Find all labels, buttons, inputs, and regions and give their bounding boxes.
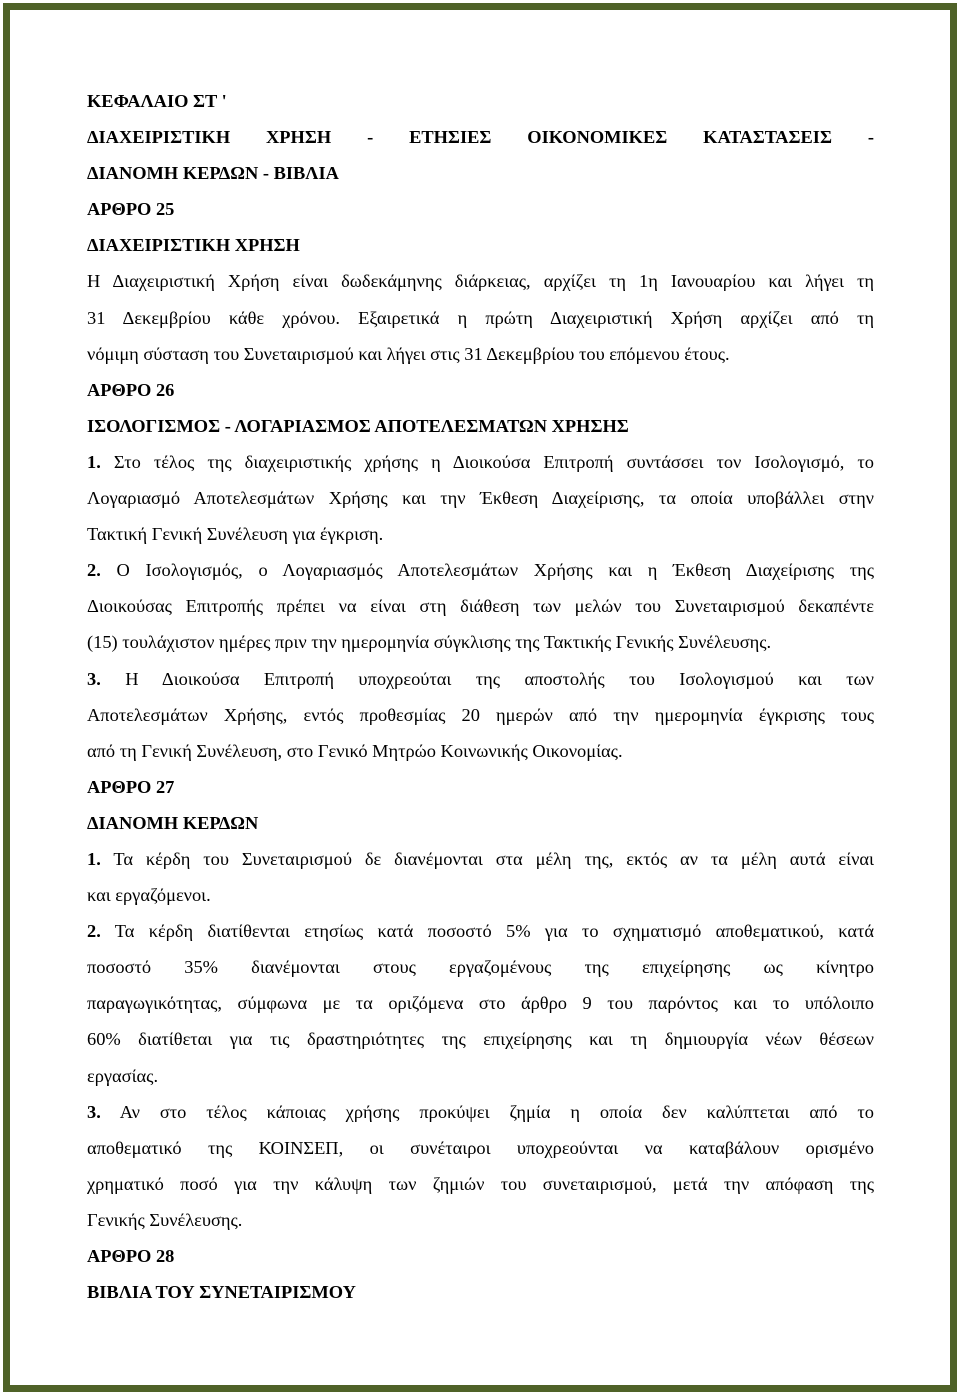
paragraph-number: 3. xyxy=(87,668,101,689)
paragraph-first-line xyxy=(87,913,874,949)
paragraph-first-line xyxy=(87,661,874,697)
paragraph-line: ποσοστό 35% διανέμονται στους εργαζομένους της επιχείρησης ως κίνητρο xyxy=(87,957,874,978)
paragraph-line: Αποτελεσμάτων Χρήσης, εντός προθεσμίας 20 ημερών από την ημερομηνία έγκρισης τους xyxy=(87,704,874,725)
paragraph-number: 2. xyxy=(87,560,101,581)
paragraph-number: 3. xyxy=(87,1101,101,1122)
paragraph-number: 1. xyxy=(87,848,101,869)
chapter-subtitle: ΔΙΑΧΕΙΡΙΣΤΙΚΗ ΧΡΗΣΗ - ΕΤΗΣΙΕΣ ΟΙΚΟΝΟΜΙΚΕΣ ΚΑΤΑΣΤΑΣΕΙΣ - xyxy=(87,127,874,148)
paragraph-text: Η Διοικούσα Επιτροπή υποχρεούται της αποστολής του Ισολογισμού και των xyxy=(125,668,874,689)
article-title: ΒΙΒΛΙΑ ΤΟΥ ΣΥΝΕΤΑΙΡΙΣΜΟΥ xyxy=(87,1282,356,1303)
paragraph-line: παραγωγικότητας, σύμφωνα με τα οριζόμενα στο άρθρο 9 του παρόντος και το υπόλοιπο xyxy=(87,993,874,1014)
article-number: ΑΡΘΡΟ 27 xyxy=(87,776,175,797)
paragraph-line: Λογαριασμό Αποτελεσμάτων Χρήσης και την Έκθεση Διαχείρισης, τα οποία υποβάλλει στην xyxy=(87,488,874,509)
article-number: ΑΡΘΡΟ 26 xyxy=(87,379,175,400)
paragraph-line: Τακτική Γενική Συνέλευση για έγκριση. xyxy=(87,524,384,545)
article-text-line: Η Διαχειριστική Χρήση είναι δωδεκάμηνης διάρκειας, αρχίζει τη 1η Ιανουαρίου και λήγει τη xyxy=(87,271,874,292)
paragraph-first-line xyxy=(87,444,874,480)
paragraph-text: Στο τέλος της διαχειριστικής χρήσης η Διοικούσα Επιτροπή συντάσσει τον Ισολογισμό, το xyxy=(113,451,874,472)
paragraph-line: και εργαζόμενοι. xyxy=(87,885,211,906)
paragraph-number: 1. xyxy=(87,451,101,472)
paragraph-first-line xyxy=(87,1094,874,1130)
paragraph-text: Τα κέρδη διατίθενται ετησίως κατά ποσοστό 5% για το σχηματισμό αποθεματικού, κατά xyxy=(114,921,875,942)
paragraph-first-line xyxy=(87,841,874,877)
paragraph-line: εργασίας. xyxy=(87,1065,159,1086)
paragraph-first-line xyxy=(87,552,874,588)
article-number: ΑΡΘΡΟ 25 xyxy=(87,199,175,220)
paragraph-text: Τα κέρδη του Συνεταιρισμού δε διανέμονται στα μέλη της, εκτός αν τα μέλη αυτά είναι xyxy=(113,848,874,869)
paragraph-line: αποθεματικό της ΚΟΙΝΣΕΠ, οι συνέταιροι υποχρεούνται να καταβάλουν ορισμένο xyxy=(87,1137,874,1158)
paragraph-line: χρηματικό ποσό για την κάλυψη των ζημιών του συνεταιρισμού, μετά την απόφαση της xyxy=(87,1173,874,1194)
document-body xyxy=(87,83,874,1310)
paragraph-line: από τη Γενική Συνέλευση, στο Γενικό Μητρώο Κοινωνικής Οικονομίας. xyxy=(87,740,623,761)
chapter-title: ΚΕΦΑΛΑΙΟ ΣΤ ' xyxy=(87,91,227,111)
paragraph-text: Ο Ισολογισμός, ο Λογαριασμός Αποτελεσμάτων Χρήσης και η Έκθεση Διαχείρισης της xyxy=(116,560,874,581)
chapter-subtitle: ΔΙΑΝΟΜΗ ΚΕΡΔΩΝ - ΒΙΒΛΙΑ xyxy=(87,163,339,184)
paragraph-line: (15) τουλάχιστον ημέρες πριν την ημερομηνία σύγκλισης της Τακτικής Γενικής Συνέλευσης. xyxy=(87,632,772,653)
paragraph-text: Αν στο τέλος κάποιας χρήσης προκύψει ζημία η οποία δεν καλύπτεται από το xyxy=(119,1101,874,1122)
article-title: ΔΙΑΧΕΙΡΙΣΤΙΚΗ ΧΡΗΣΗ xyxy=(87,235,300,256)
paragraph-line: Γενικής Συνέλευσης. xyxy=(87,1209,243,1230)
article-title: ΙΣΟΛΟΓΙΣΜΟΣ - ΛΟΓΑΡΙΑΣΜΟΣ ΑΠΟΤΕΛΕΣΜΑΤΩΝ ΧΡΗΣΗΣ xyxy=(87,415,629,436)
paragraph-number: 2. xyxy=(87,921,101,942)
article-text-line: νόμιμη σύσταση του Συνεταιρισμού και λήγει στις 31 Δεκεμβρίου του επόμενου έτους. xyxy=(87,343,730,364)
article-text-line: 31 Δεκεμβρίου κάθε χρόνου. Εξαιρετικά η πρώτη Διαχειριστική Χρήση αρχίζει από τη xyxy=(87,307,874,328)
paragraph-line: Διοικούσας Επιτροπής πρέπει να είναι στη διάθεση των μελών του Συνεταιρισμού δεκαπέντε xyxy=(87,596,874,617)
article-title: ΔΙΑΝΟΜΗ ΚΕΡΔΩΝ xyxy=(87,812,259,833)
article-number: ΑΡΘΡΟ 28 xyxy=(87,1246,175,1266)
paragraph-line: 60% διατίθεται για τις δραστηριότητες της επιχείρησης και τη δημιουργία νέων θέσεων xyxy=(87,1029,874,1050)
